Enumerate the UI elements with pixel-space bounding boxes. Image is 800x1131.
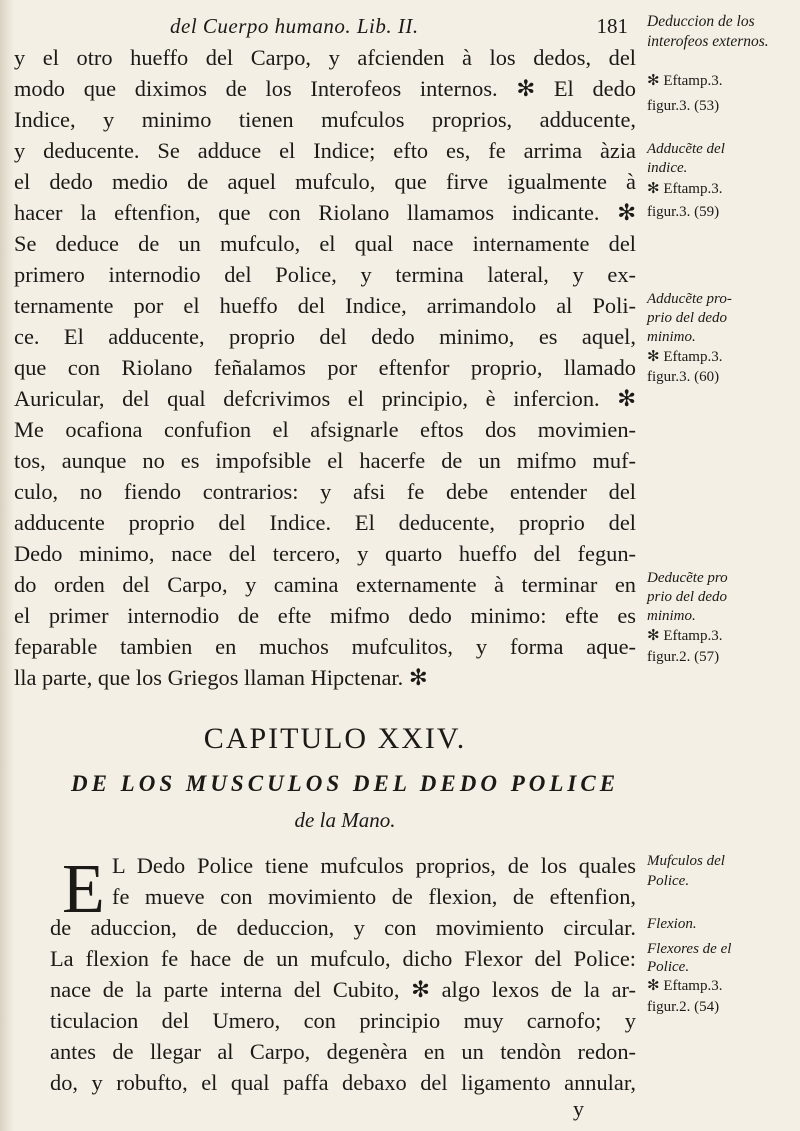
body-line: tos, aunque no es impofsible el hacerfe de un mifmo muf- xyxy=(14,448,636,473)
body-line: Dedo minimo, nace del tercero, y quarto hueffo del fegun- xyxy=(14,541,636,566)
margin-note: ✻ Eftamp.3. xyxy=(647,73,723,89)
margin-note: figur.2. (57) xyxy=(647,649,720,665)
chapter-line: La flexion fe hace de un mufculo, dicho Flexor del Police: xyxy=(50,946,636,971)
chapter-line: do, y robufto, el qual paffa debaxo del ligamento annular, xyxy=(50,1070,636,1095)
body-line: que con Riolano feñalamos por eftenfor proprio, llamado xyxy=(14,355,636,380)
margin-note: ✻ Eftamp.3. xyxy=(647,628,723,644)
chapter-line: ticulacion del Umero, con principio muy carnofo; y xyxy=(50,1008,636,1033)
margin-note: Deducẽte pro xyxy=(647,570,728,586)
margin-note: Police. xyxy=(647,959,690,975)
margin-note: indice. xyxy=(647,160,688,176)
body-line: feparable tambien en muchos mufculitos, y forma aque- xyxy=(14,634,636,659)
margin-note: ✻ Eftamp.3. xyxy=(647,349,723,365)
drop-cap: E xyxy=(62,851,105,928)
body-line: Me ocafiona confufion el afsignarle eftos dos movimien- xyxy=(14,417,636,442)
margin-note: Adducẽte del xyxy=(647,141,725,157)
chapter-subtitle-2: de la Mano. xyxy=(294,808,396,832)
body-line: Auricular, del qual defcrivimos el principio, è infercion. ✻ xyxy=(14,386,636,411)
margin-note: Mufculos del xyxy=(647,853,725,869)
margin-note: Flexion. xyxy=(647,916,697,932)
chapter-line: antes de llegar al Carpo, degenèra en un tendòn redon- xyxy=(50,1039,636,1064)
body-line: y el otro hueffo del Carpo, y afcienden à los dedos, del xyxy=(14,45,636,70)
chapter-line: L Dedo Police tiene mufculos proprios, de los quales xyxy=(112,853,636,878)
margin-note: minimo. xyxy=(647,608,696,624)
body-line: Indice, y minimo tienen mufculos proprios, adducente, xyxy=(14,107,636,132)
margin-note: figur.3. (53) xyxy=(647,98,720,114)
margin-note: figur.3. (60) xyxy=(647,369,720,385)
body-line: y deducente. Se adduce el Indice; efto es, fe arrima àzia xyxy=(14,138,636,163)
chapter-line: fe mueve con movimiento de flexion, de eftenfion, xyxy=(112,884,636,909)
running-header xyxy=(170,14,640,39)
chapter-subtitle: DE LOS MUSCULOS DEL DEDO POLICE xyxy=(70,771,620,796)
chapter-line: nace de la parte interna del Cubito, ✻ algo lexos de la ar- xyxy=(50,977,636,1002)
margin-title: Deduccion de los interofeos externos. xyxy=(647,13,769,50)
margin-note: figur.3. (59) xyxy=(647,204,720,220)
page-gutter-shadow xyxy=(0,0,14,1131)
margin-note: figur.2. (54) xyxy=(647,999,720,1015)
margin-note: ✻ Eftamp.3. xyxy=(647,181,723,197)
margin-note: ✻ Eftamp.3. xyxy=(647,978,723,994)
body-line: Se deduce de un mufculo, el qual nace internamente del xyxy=(14,231,636,256)
running-title: del Cuerpo humano. Lib. II. xyxy=(170,14,419,38)
chapter-heading: CAPITULO XXIV. xyxy=(203,722,467,755)
margin-note: prio del dedo xyxy=(647,589,727,605)
body-line: culo, no fiendo contrarios: y afsi fe debe entender del xyxy=(14,479,636,504)
body-line: modo que diximos de los Interofeos internos. ✻ El dedo xyxy=(14,76,636,101)
margin-note: Police. xyxy=(647,873,690,889)
body-line: el primer internodio de efte mifmo dedo minimo: efte es xyxy=(14,603,636,628)
margin-note: Adducẽte pro- xyxy=(647,291,732,307)
page-number: 181 xyxy=(596,14,628,38)
body-line: ce. El adducente, proprio del dedo minimo, es aquel, xyxy=(14,324,636,349)
body-line: el dedo medio de aquel mufculo, que firve igualmente à xyxy=(14,169,636,194)
catchword: y xyxy=(573,1096,584,1121)
body-line: do orden del Carpo, y camina externamente à terminar en xyxy=(14,572,636,597)
margin-note: Flexores de el xyxy=(647,941,732,957)
margin-note: minimo. xyxy=(647,329,696,345)
margin-note: prio del dedo xyxy=(647,310,727,326)
body-line: ternamente por el hueffo del Indice, arrimandolo al Poli- xyxy=(14,293,636,318)
body-line: lla parte, que los Griegos llaman Hipctenar. ✻ xyxy=(14,665,428,690)
body-line: hacer la eftenfion, que con Riolano llamamos indicante. ✻ xyxy=(14,200,636,225)
body-line: primero internodio del Police, y termina lateral, y ex- xyxy=(14,262,636,287)
chapter-line: de aduccion, de deduccion, y con movimiento circular. xyxy=(50,915,636,940)
body-line: adducente proprio del Indice. El deducente, proprio del xyxy=(14,510,636,535)
